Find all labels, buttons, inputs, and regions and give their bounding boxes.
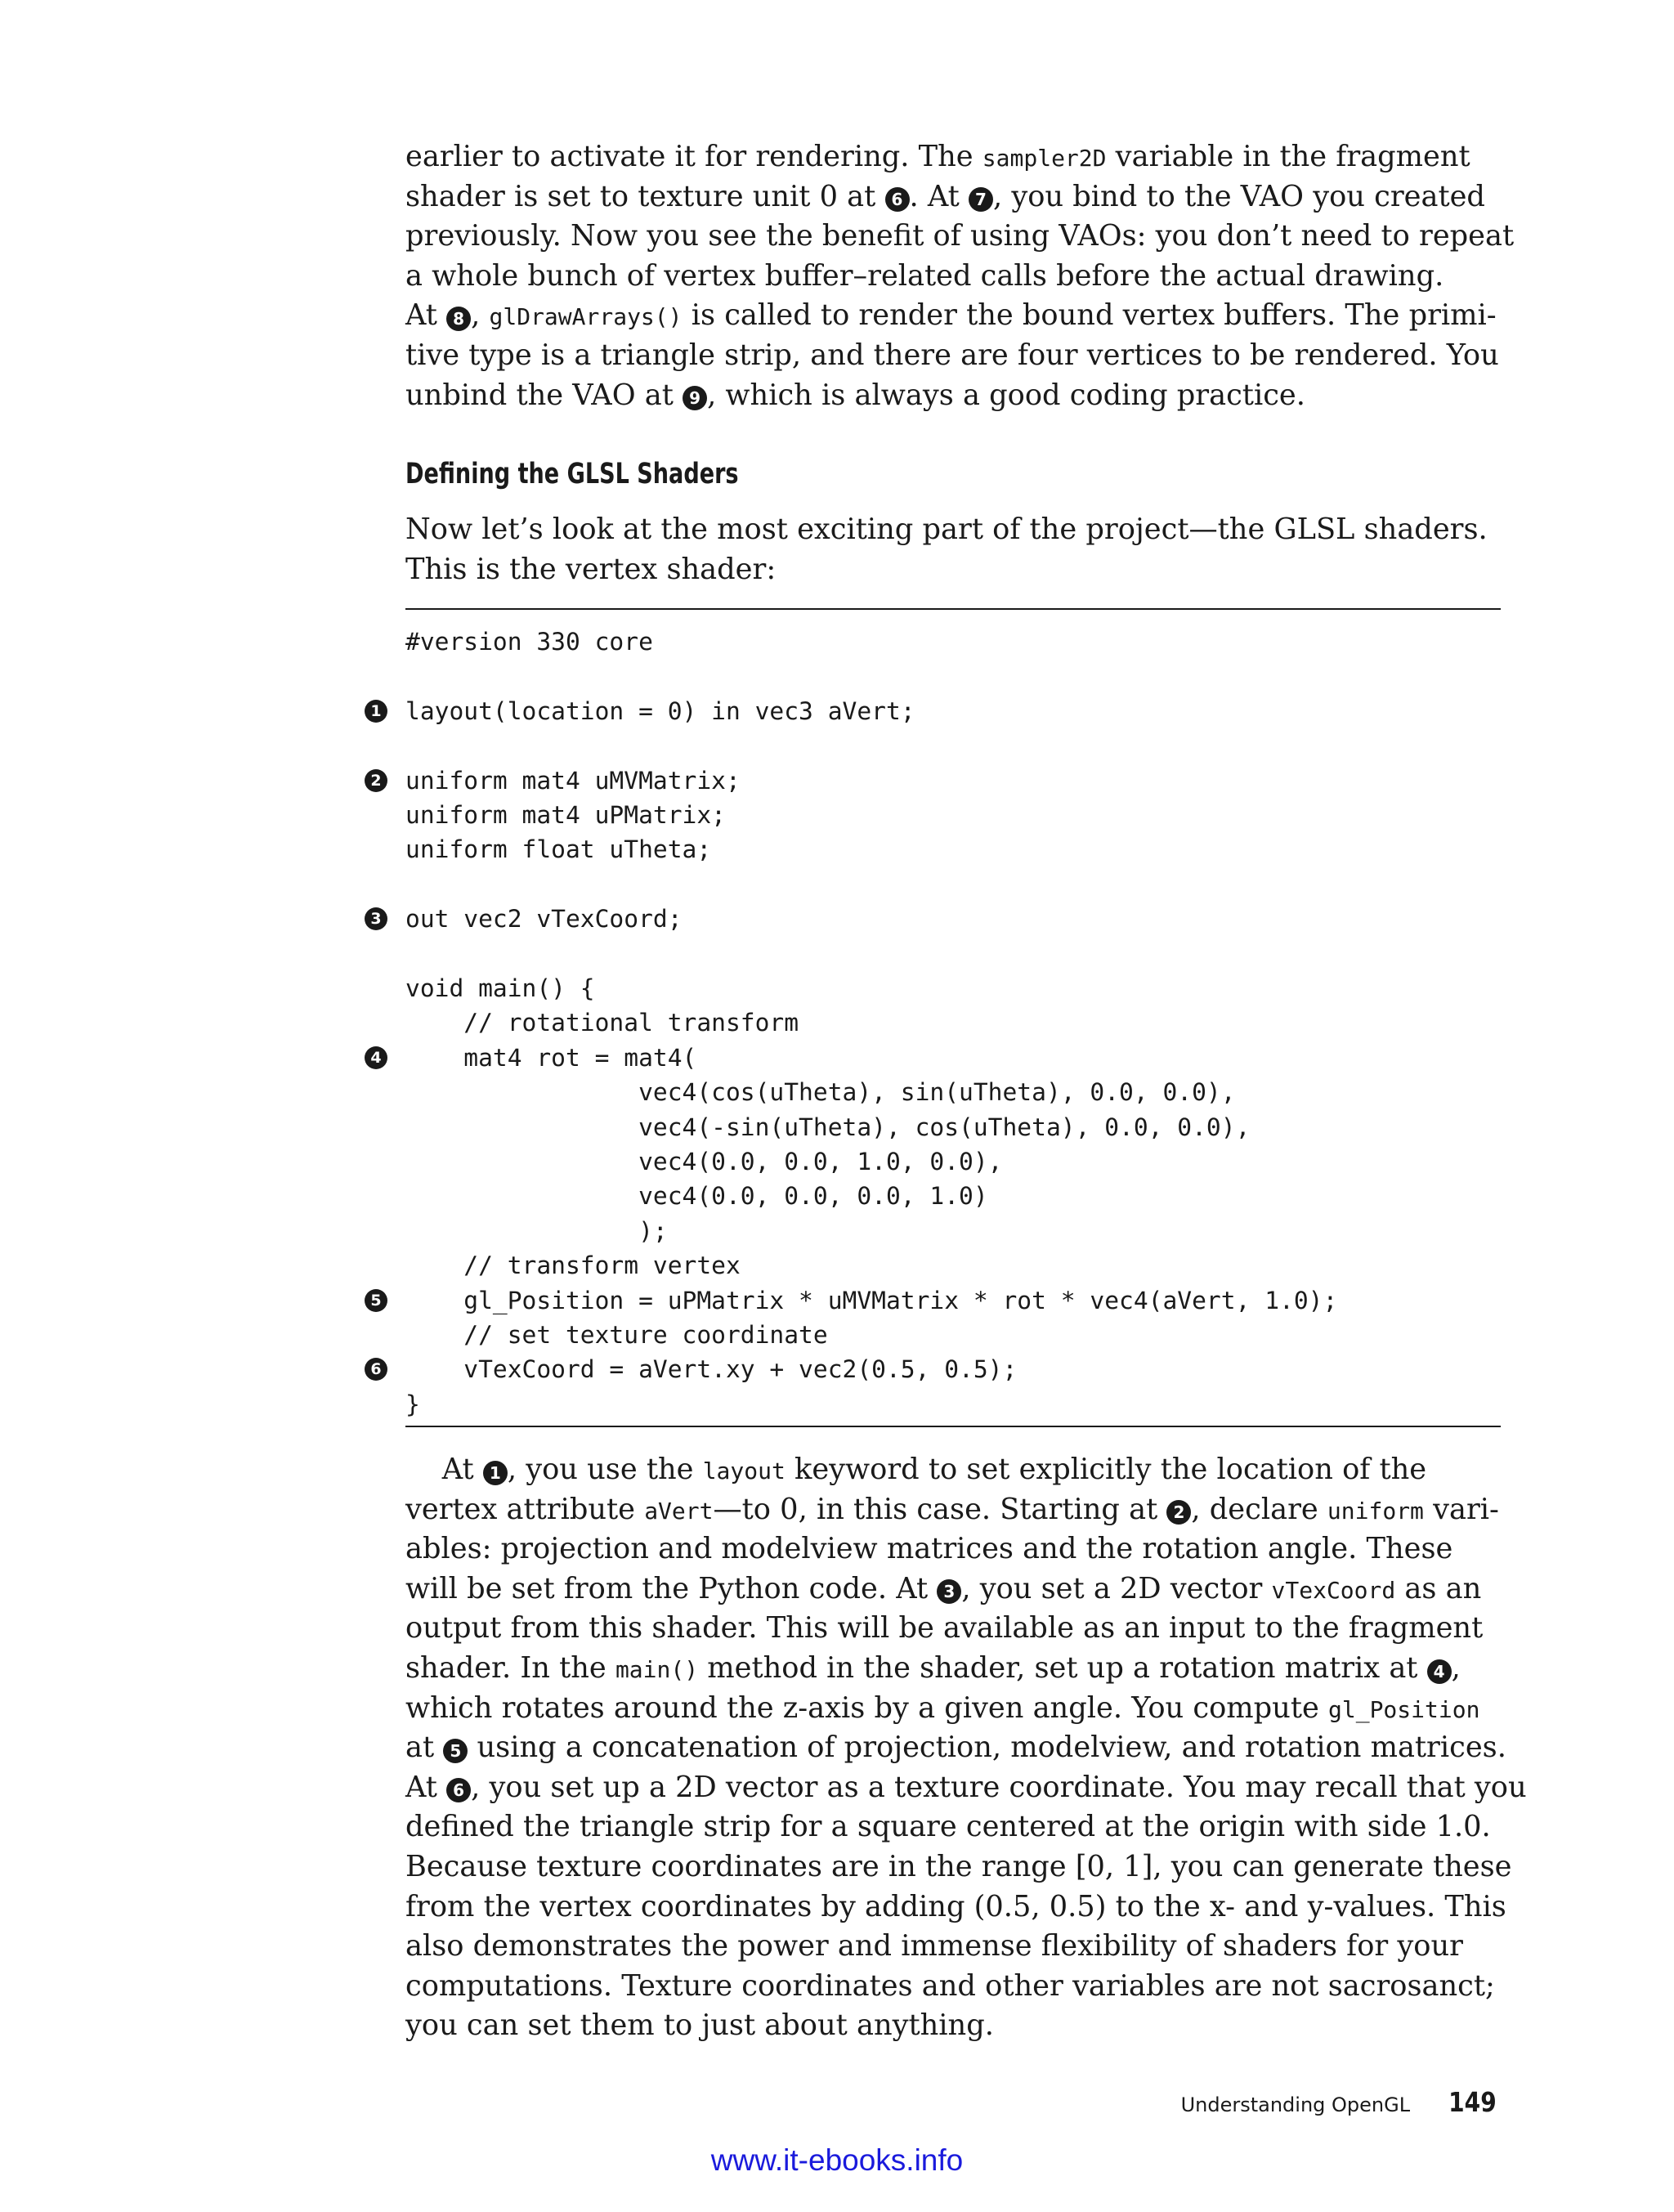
text-line <box>405 336 1501 376</box>
text-line <box>405 1887 1506 1928</box>
text-run: , declare <box>1191 1492 1327 1526</box>
code-line: gl_Position = uPMatrix * uMVMatrix * rot * vec4(aVert, 1.0); <box>405 1286 1338 1314</box>
inline-code: sampler2D <box>982 145 1107 172</box>
code-line: // set texture coordinate <box>405 1321 828 1349</box>
text-line <box>405 1807 1501 1847</box>
callout-marker-icon: 1 <box>365 700 387 723</box>
code-line: vec4(0.0, 0.0, 0.0, 1.0) <box>405 1182 988 1211</box>
footer-section-title: Understanding OpenGL <box>1180 2093 1411 2116</box>
callout-marker-icon: 1 <box>483 1461 508 1485</box>
running-footer <box>1181 2086 1501 2127</box>
code-line: uniform float uTheta; <box>405 835 712 864</box>
code-line: void main() { <box>405 974 595 1002</box>
text-line <box>405 1649 1501 1689</box>
callout-marker-icon: 2 <box>365 769 387 792</box>
text-run: , which is always a good coding practice. <box>707 378 1305 412</box>
intro-paragraph <box>405 137 1515 415</box>
text-run: defined the triangle strip for a square centered at the origin with side 1.0. <box>405 1810 1491 1844</box>
text-run: ables: projection and modelview matrices and the rotation angle. These <box>405 1532 1453 1566</box>
text-run: vertex attribute <box>405 1492 645 1526</box>
text-run: which rotates around the z-axis by a given angle. You compute <box>405 1690 1328 1725</box>
callout-marker-icon: 6 <box>885 187 910 212</box>
page-number: 149 <box>1448 2086 1497 2118</box>
text-run: , you set a 2D vector <box>961 1571 1272 1605</box>
callout-marker-icon: 4 <box>1427 1659 1452 1684</box>
callout-marker-icon: 5 <box>443 1739 468 1763</box>
text-line <box>405 177 1501 217</box>
text-run: At <box>405 1453 483 1486</box>
code-line: out vec2 vTexCoord; <box>405 905 683 934</box>
code-line: vec4(0.0, 0.0, 1.0, 0.0), <box>405 1148 1003 1175</box>
callout-marker-icon: 9 <box>683 386 707 410</box>
text-line <box>405 1689 1501 1729</box>
text-run: unbind the VAO at <box>405 378 683 412</box>
text-line <box>405 376 1501 416</box>
text-run: you can set them to just about anything. <box>405 2008 994 2043</box>
inline-code: layout <box>702 1458 786 1484</box>
callout-marker-icon: 7 <box>969 187 993 212</box>
callout-marker-icon: 2 <box>1166 1500 1191 1525</box>
explanation-paragraph <box>405 1450 1527 2046</box>
inline-code: vTexCoord <box>1271 1576 1396 1604</box>
text-line <box>405 1450 1501 1490</box>
inline-code: gl_Position <box>1328 1695 1480 1723</box>
watermark-link[interactable]: www.it-ebooks.info <box>710 2143 964 2177</box>
text-run: earlier to activate it for rendering. The <box>405 140 982 173</box>
text-run: using a concatenation of projection, modelview, and rotation matrices. <box>468 1731 1506 1765</box>
text-run: Now let’s look at the most exciting part of the project—the GLSL shaders. <box>405 513 1488 546</box>
text-run: method in the shader, set up a rotation matrix at <box>698 1650 1427 1685</box>
text-run: keyword to set explicitly the location of the <box>785 1453 1427 1486</box>
callout-marker-icon: 5 <box>365 1289 387 1312</box>
text-run: also demonstrates the power and immense flexibility of shaders for your <box>405 1929 1463 1963</box>
text-line <box>405 217 1515 257</box>
code-line: ); <box>405 1216 668 1245</box>
code-line: layout(location = 0) in vec3 aVert; <box>405 696 915 725</box>
callout-marker-icon: 6 <box>446 1778 471 1802</box>
text-line <box>405 137 1501 177</box>
code-line: vec4(-sin(uTheta), cos(uTheta), 0.0, 0.0), <box>405 1113 1251 1141</box>
callout-marker-icon: 3 <box>937 1579 961 1604</box>
lead-in-paragraph <box>405 510 1501 589</box>
text-run: shader is set to texture unit 0 at <box>405 179 885 213</box>
text-run: a whole bunch of vertex buffer–related calls before the actual drawing. <box>405 258 1444 293</box>
text-run: , you use the <box>507 1453 703 1486</box>
inline-code: main() <box>615 1655 699 1683</box>
text-line <box>405 510 1501 550</box>
text-run: —to 0, in this case. Starting at <box>713 1492 1167 1526</box>
code-line: // transform vertex <box>405 1252 741 1280</box>
text-line <box>405 257 1501 297</box>
code-line: mat4 rot = mat4( <box>405 1043 697 1072</box>
code-line: uniform mat4 uMVMatrix; <box>405 766 741 795</box>
inline-code: aVert <box>644 1497 714 1525</box>
text-run: , you bind to the VAO you created <box>993 179 1485 213</box>
callout-marker-icon: 4 <box>365 1046 387 1069</box>
text-line <box>405 1529 1501 1569</box>
text-run: is called to render the bound vertex buffers. The primi- <box>682 298 1497 333</box>
text-run: previously. Now you see the benefit of using VAOs: you don’t need to repeat <box>405 219 1515 253</box>
text-run: , you set up a 2D vector as a texture coordinate. You may recall that you <box>471 1770 1527 1804</box>
text-run: Because texture coordinates are in the range [0, 1], you can generate these <box>405 1849 1512 1883</box>
code-line: // rotational transform <box>405 1009 799 1037</box>
text-line <box>405 1847 1512 1887</box>
text-run: output from this shader. This will be available as an input to the fragment <box>405 1611 1484 1646</box>
text-line <box>405 1569 1501 1610</box>
code-bottom-rule <box>405 1426 1501 1427</box>
text-run: At <box>405 1770 447 1804</box>
text-line <box>405 1768 1527 1808</box>
inline-code: glDrawArrays() <box>489 303 683 331</box>
code-line: } <box>405 1390 420 1418</box>
text-line <box>405 2006 1501 2046</box>
text-line <box>405 1927 1501 1967</box>
text-line <box>405 1609 1501 1649</box>
text-run: at <box>405 1731 444 1765</box>
text-run: This is the vertex shader: <box>405 552 777 586</box>
section-heading: Defining the GLSL Shaders <box>405 458 739 490</box>
text-line <box>405 296 1501 336</box>
text-run: tive type is a triangle strip, and there are four vertices to be rendered. You <box>405 338 1499 372</box>
inline-code: uniform <box>1327 1497 1424 1525</box>
callout-marker-icon: 6 <box>365 1358 387 1381</box>
text-run: from the vertex coordinates by adding (0.5, 0.5) to the x- and y-values. This <box>405 1889 1506 1923</box>
text-run: will be set from the Python code. At <box>405 1571 938 1605</box>
text-run: as an <box>1395 1571 1482 1605</box>
callout-marker-icon: 3 <box>365 907 387 930</box>
text-run: variable in the fragment <box>1106 140 1470 173</box>
text-line <box>405 1728 1506 1768</box>
text-run: , <box>1451 1650 1461 1685</box>
text-run: computations. Texture coordinates and other variables are not sacrosanct; <box>405 1968 1495 2003</box>
text-run: At <box>405 298 447 333</box>
text-line <box>405 1967 1501 2007</box>
callout-marker-icon: 8 <box>446 307 471 331</box>
code-line: vec4(cos(uTheta), sin(uTheta), 0.0, 0.0), <box>405 1078 1236 1107</box>
text-line <box>405 550 1501 590</box>
text-run: . At <box>909 179 969 213</box>
text-run: vari- <box>1423 1492 1499 1526</box>
code-line: #version 330 core <box>405 628 653 656</box>
text-line <box>405 1490 1501 1530</box>
code-line: uniform mat4 uPMatrix; <box>405 801 726 829</box>
code-top-rule <box>405 608 1501 610</box>
text-run: shader. In the <box>405 1650 615 1685</box>
code-line: vTexCoord = aVert.xy + vec2(0.5, 0.5); <box>405 1355 1018 1384</box>
text-run: , <box>471 298 490 333</box>
